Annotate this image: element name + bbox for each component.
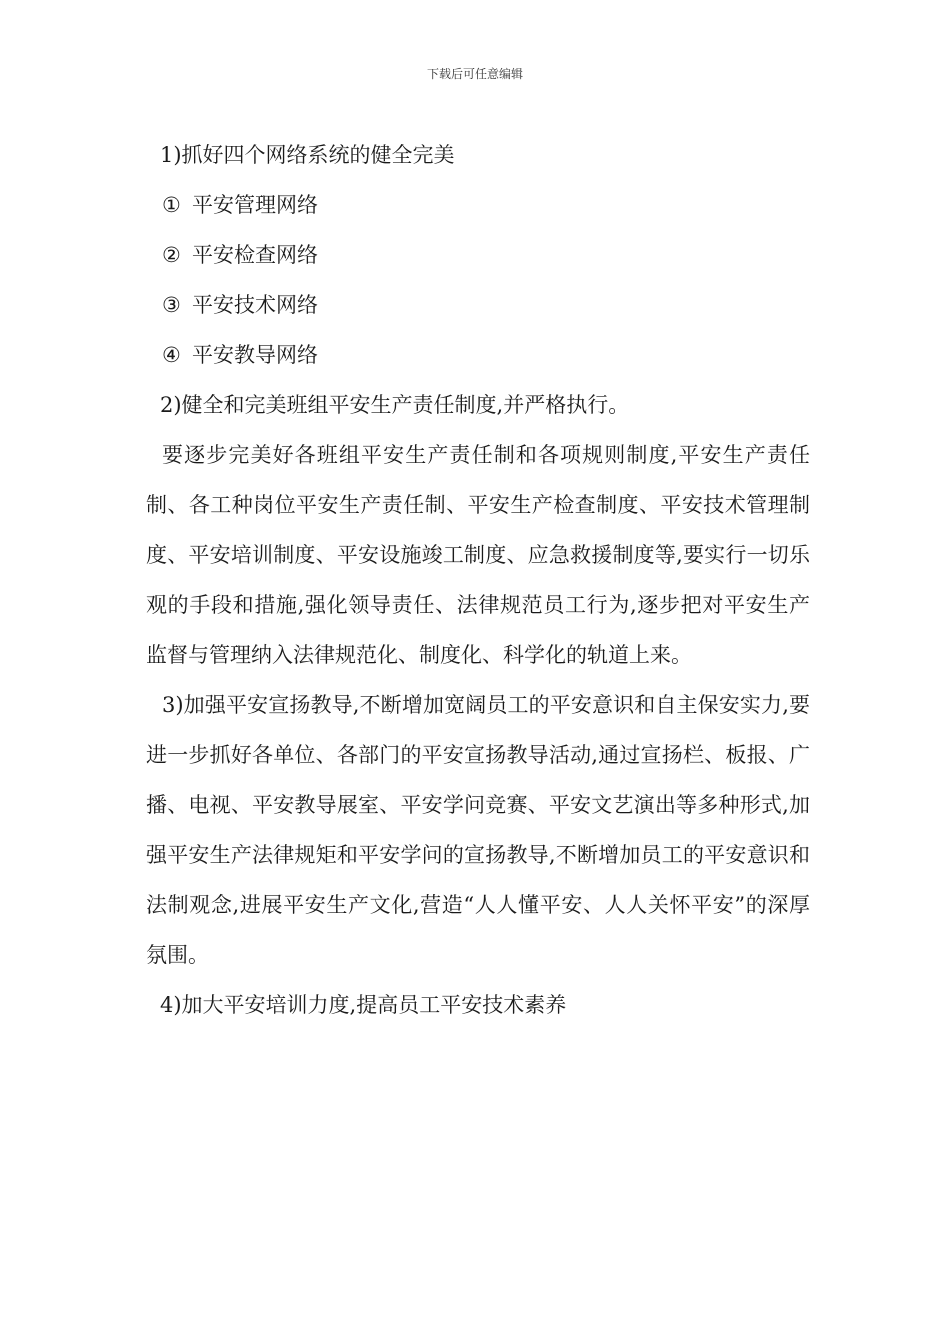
page-header: 下载后可任意编辑 [426,67,523,81]
list-item [146,280,810,330]
list-number: ③ [162,293,181,317]
section-heading-2: 2)健全和完美班组平安生产责任制度,并严格执行。 [160,393,630,417]
list-item [146,180,810,230]
list-number: ① [162,193,181,217]
list-text: 平安技术网络 [192,293,318,317]
list-item [146,330,810,380]
paragraph-publicity: 3)加强平安宣扬教导,不断增加宽阔员工的平安意识和自主保安实力,要进一步抓好各单位、各部门的平安宣扬教导活动,通过宣扬栏、板报、广播、电视、平安教导展室、平安学问竞赛、平安文艺演出等多种形式,加强平安生产法律规矩和平安学问的宣扬教导,不断增加员工的平安意识和法制观念,进展平安生产文化,营造“人人懂平安、人人关怀平安”的深厚氛围。 [146,693,810,967]
list-text: 平安管理网络 [192,193,318,217]
paragraph-responsibility: 要逐步完美好各班组平安生产责任制和各项规则制度,平安生产责任制、各工种岗位平安生产责任制、平安生产检查制度、平安技术管理制度、平安培训制度、平安设施竣工制度、应急救援制度等,要实行一切乐观的手段和措施,强化领导责任、法律规范员工行为,逐步把对平安生产监督与管理纳入法律规范化、制度化、科学化的轨道上来。 [146,443,810,667]
section-heading-4: 4)加大平安培训力度,提高员工平安技术素养 [160,993,567,1017]
list-number: ② [162,243,181,267]
list-item [146,230,810,280]
list-number: ④ [162,343,181,367]
section-heading-1: 1)抓好四个网络系统的健全完美 [160,143,455,167]
list-text: 平安教导网络 [192,343,318,367]
list-text: 平安检查网络 [192,243,318,267]
document-body [146,130,810,1030]
